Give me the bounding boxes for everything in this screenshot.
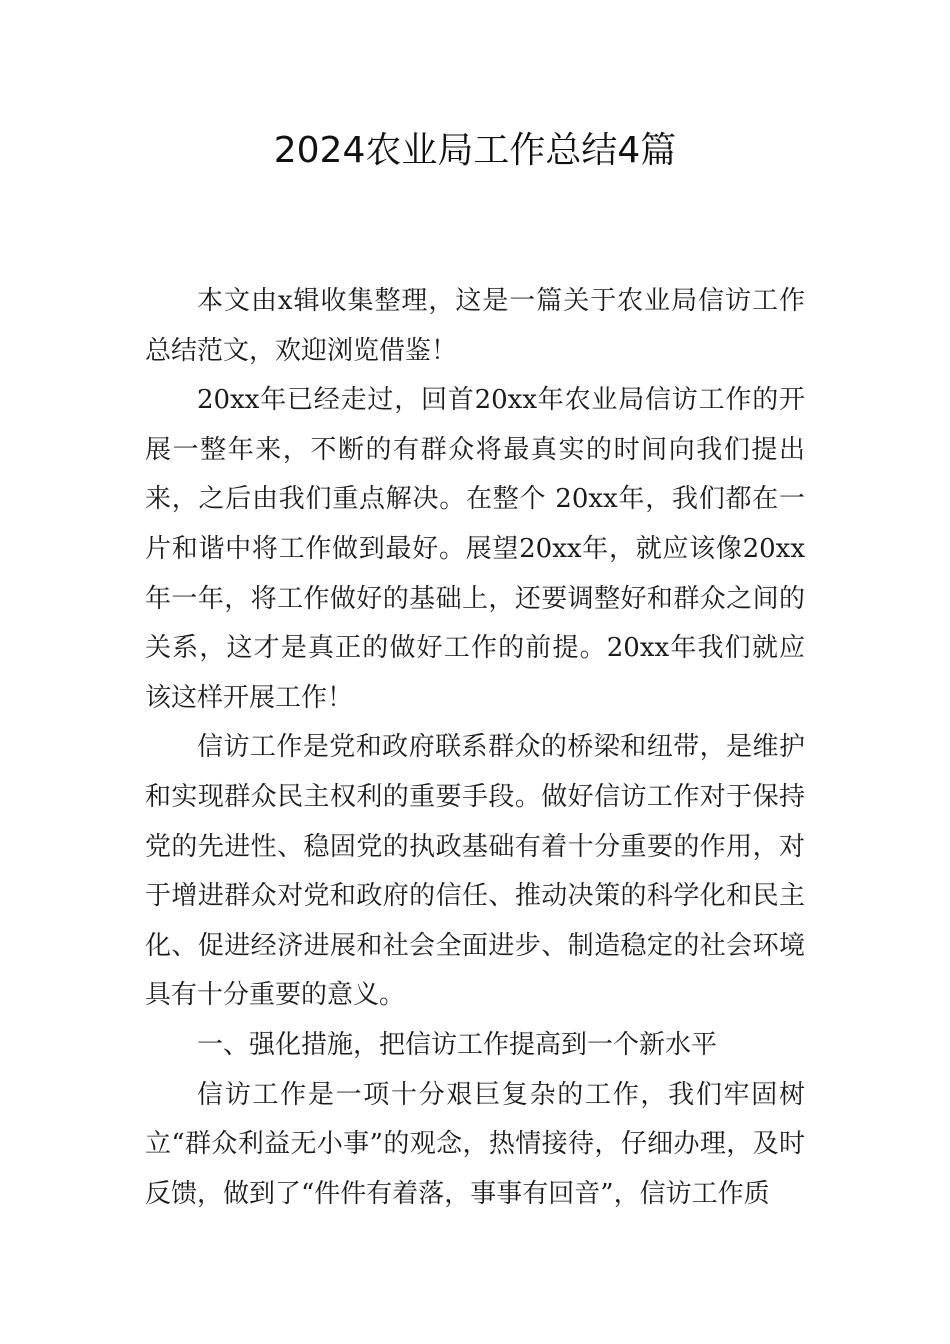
paragraph-intro: 本文由x辑收集整理，这是一篇关于农业局信访工作总结范文，欢迎浏览借鉴！ bbox=[145, 286, 805, 366]
document-title: 2024农业局工作总结4篇 bbox=[273, 130, 677, 171]
section-heading-1: 一、强化措施，把信访工作提高到一个新水平 bbox=[197, 1029, 718, 1060]
document-body bbox=[145, 277, 805, 1219]
paragraph-review: 20xx年已经走过，回首20xx年农业局信访工作的开展一整年来，不断的有群众将最真实的时间向我们提出来，之后由我们重点解决。在整个 20xx年，我们都在一片和谐中将工作做到最好。展望20xx年，就应该像20xx年一年，将工作做好的基础上，还要调整好和群众之间的关系，这才是真正的做好工作的前提。20xx年我们就应该这样开展工作！ bbox=[145, 385, 805, 713]
paragraph-significance: 信访工作是党和政府联系群众的桥梁和纽带，是维护和实现群众民主权利的重要手段。做好信访工作对于保持党的先进性、稳固党的执政基础有着十分重要的作用，对于增进群众对党和政府的信任、推动决策的科学化和民主化、促进经济进展和社会全面进步、制造稳定的社会环境具有十分重要的意义。 bbox=[145, 732, 805, 1011]
paragraph-measures: 信访工作是一项十分艰巨复杂的工作，我们牢固树立“群众利益无小事”的观念，热情接待，仔细办理，及时反馈，做到了“件件有着落，事事有回音”，信访工作质 bbox=[145, 1079, 805, 1209]
